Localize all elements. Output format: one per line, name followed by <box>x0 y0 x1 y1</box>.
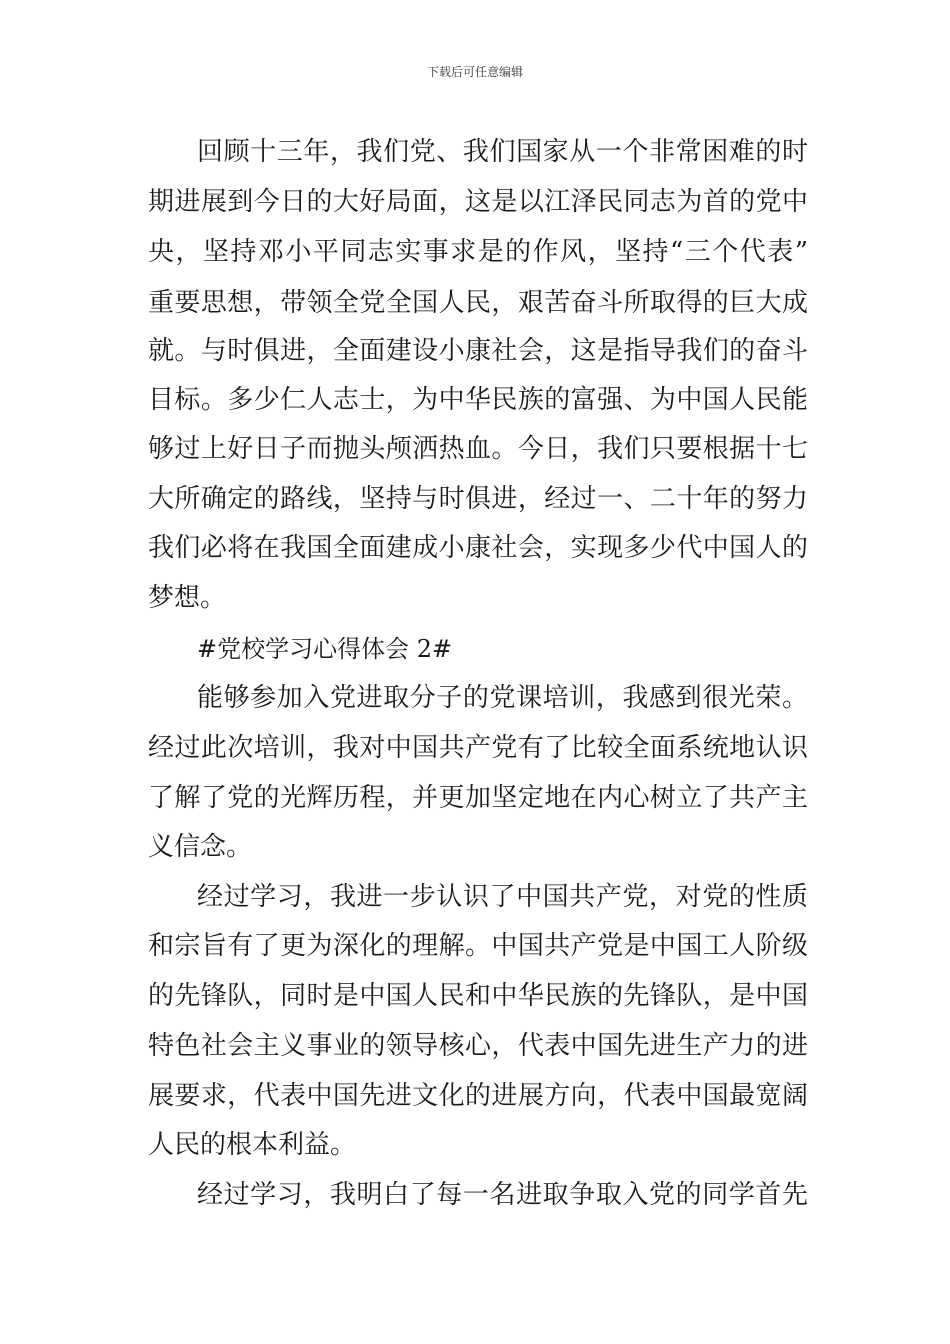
page-header-note: 下载后可任意编辑 <box>426 65 523 79</box>
text-line: 经过此次培训，我对中国共产党有了比较全面系统地认识 <box>148 733 808 763</box>
text-line: 回顾十三年，我们党、我们国家从一个非常困难的时 <box>197 137 808 167</box>
section-heading: #党校学习心得体会 2# <box>197 635 453 663</box>
text-line: 能够参加入党进取分子的党课培训，我感到很光荣。 <box>197 683 808 713</box>
text-line: 就。与时俱进，全面建设小康社会，这是指导我们的奋斗 <box>148 336 808 366</box>
text-line: 展要求，代表中国先进文化的进展方向，代表中国最宽阔 <box>148 1081 808 1111</box>
text-line: 重要思想，带领全党全国人民，艰苦奋斗所取得的巨大成 <box>148 288 808 318</box>
text-line: 我们必将在我国全面建成小康社会，实现多少代中国人的 <box>148 533 808 563</box>
text-line: 期进展到今日的大好局面，这是以江泽民同志为首的党中 <box>148 187 808 217</box>
text-line: 梦想。 <box>148 583 227 613</box>
text-line: 经过学习，我明白了每一名进取争取入党的同学首先 <box>197 1180 808 1210</box>
text-line: 特色社会主义事业的领导核心，代表中国先进生产力的进 <box>148 1031 808 1061</box>
text-line: 和宗旨有了更为深化的理解。中国共产党是中国工人阶级 <box>148 931 808 961</box>
text-line: 的先锋队，同时是中国人民和中华民族的先锋队，是中国 <box>148 981 808 1011</box>
text-line: 目标。多少仁人志士，为中华民族的富强、为中国人民能 <box>148 385 808 415</box>
text-line: 经过学习，我进一步认识了中国共产党，对党的性质 <box>197 882 808 912</box>
text-line: 人民的根本利益。 <box>148 1130 357 1160</box>
text-line: 够过上好日子而抛头颅洒热血。今日，我们只要根据十七 <box>148 434 808 464</box>
text-line: 大所确定的路线，坚持与时俱进，经过一、二十年的努力 <box>148 484 808 514</box>
text-line: 央，坚持邓小平同志实事求是的作风，坚持“三个代表” <box>148 237 808 267</box>
text-line: 义信念。 <box>148 832 253 862</box>
text-line: 了解了党的光辉历程，并更加坚定地在内心树立了共产主 <box>148 783 808 813</box>
